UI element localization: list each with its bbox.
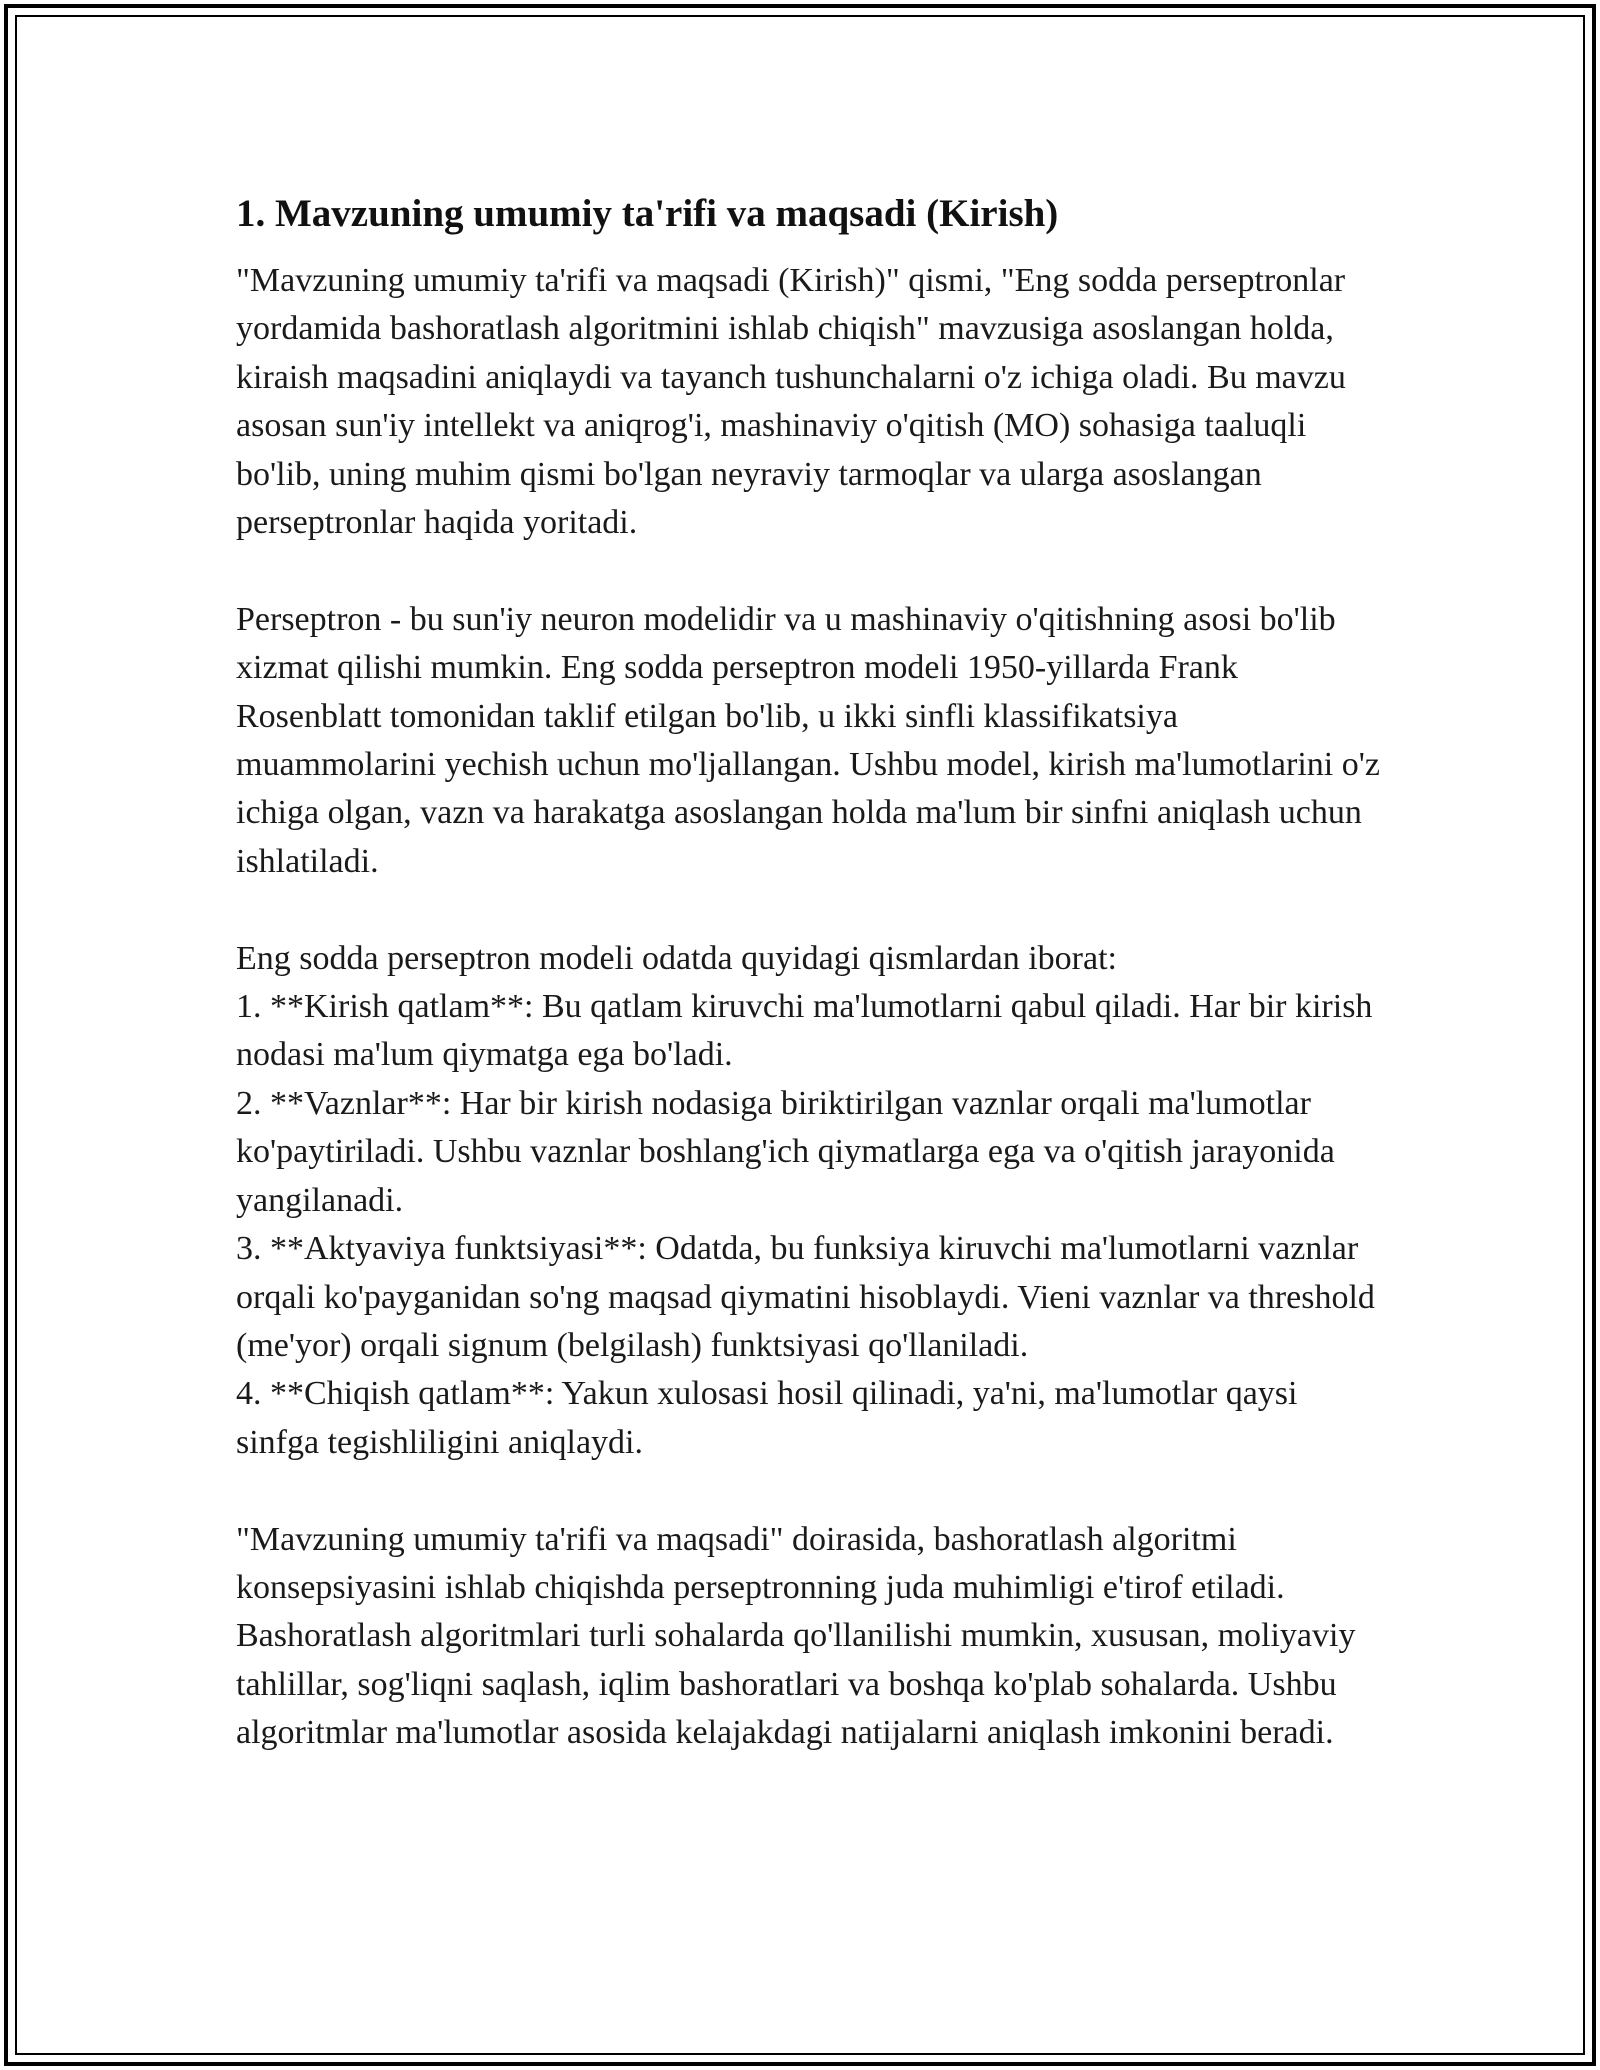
section-text — [236, 257, 1386, 1758]
list-item-activation-function: 3. **Aktyaviya funktsiyasi**: Odatda, bu funksiya kiruvchi ma'lumotlarni vaznlar orqali ko'payganidan so'ng maqsad qiymatini hisoblaydi. Vieni vaznlar va threshold (me'yor) orqali signum (belgilash) funktsiyasi qo'llaniladi. — [236, 1230, 1375, 1364]
paragraph-spacer — [236, 547, 1386, 595]
intro-paragraph: "Mavzuning umumiy ta'rifi va maqsadi (Kirish)" qismi, "Eng sodda perseptronlar yordamida bashoratlash algoritmini ishlab chiqish" mavzusiga asoslangan holda, kiraish maqsadini aniqlaydi va tayanch tushunchalarni o'z ichiga oladi. Bu mavzu asosan sun'iy intellekt va aniqrog'i, mashinaviy o'qitish (MO) sohasiga taaluqli bo'lib, uning muhim qismi bo'lgan neyraviy tarmoqlar va ularga asoslangan perseptronlar haqida yoritadi. — [236, 262, 1346, 542]
conclusion-paragraph: "Mavzuning umumiy ta'rifi va maqsadi" doirasida, bashoratlash algoritmi konsepsiyasini ishlab chiqishda perseptronning juda muhimligi e'tirof etiladi. Bashoratlash algoritmlari turli sohalarda qo'llanilishi mumkin, xususan, moliyaviy tahlillar, sog'liqni saqlash, iqlim bashoratlari va boshqa ko'plab sohalarda. Ushbu algoritmlar ma'lumotlar asosida kelajakdagi natijalarni aniqlash imkonini beradi. — [236, 1520, 1356, 1752]
section-heading: 1. Mavzuning umumiy ta'rifi va maqsadi (Kirish) — [236, 192, 1059, 235]
list-intro: Eng sodda perseptron modeli odatda quyidagi qismlardan iborat: — [236, 939, 1117, 977]
paragraph-spacer — [236, 886, 1386, 934]
perceptron-paragraph: Perseptron - bu sun'iy neuron modelidir va u mashinaviy o'qitishning asosi bo'lib xizmat qilishi mumkin. Eng sodda perseptron modeli 1950-yillarda Frank Rosenblatt tomonidan taklif etilgan bo'lib, u ikki sinfli klassifikatsiya muammolarini yechish uchun mo'ljallangan. Ushbu model, kirish ma'lumotlarini o'z ichiga olgan, vazn va harakatga asoslangan holda ma'lum bir sinfni aniqlash uchun ishlatiladi. — [236, 600, 1380, 880]
document-body — [236, 183, 1386, 1758]
list-item-input-layer: 1. **Kirish qatlam**: Bu qatlam kiruvchi ma'lumotlarni qabul qiladi. Har bir kirish nodasi ma'lum qiymatga ega bo'ladi. — [236, 988, 1373, 1074]
paragraph-spacer — [236, 1467, 1386, 1515]
list-item-weights: 2. **Vaznlar**: Har bir kirish nodasiga biriktirilgan vaznlar orqali ma'lumotlar ko'paytiriladi. Ushbu vaznlar boshlang'ich qiymatlarga ega va o'qitish jarayonida yangilanadi. — [236, 1084, 1335, 1219]
list-item-output-layer: 4. **Chiqish qatlam**: Yakun xulosasi hosil qilinadi, ya'ni, ma'lumotlar qaysi sinfga tegishliligini aniqlaydi. — [236, 1375, 1298, 1461]
